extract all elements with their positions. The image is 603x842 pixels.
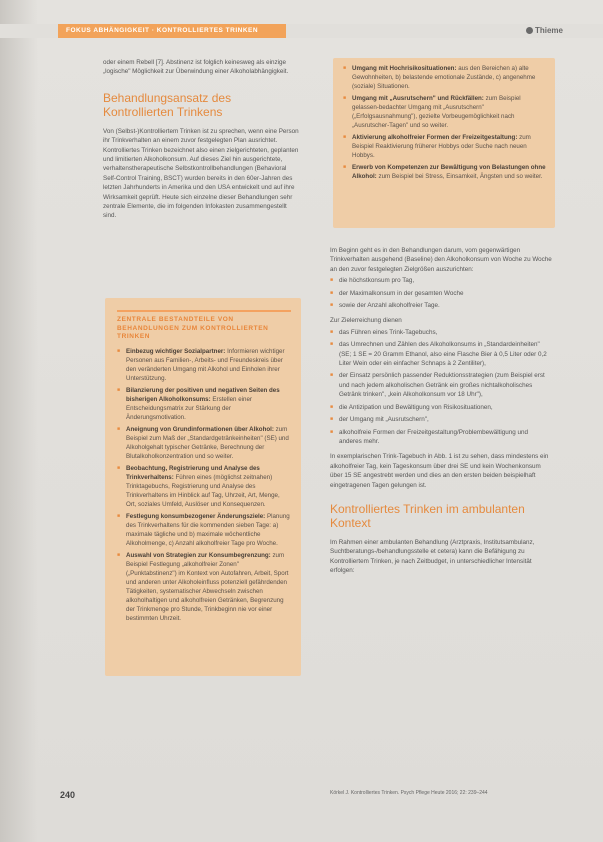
list-item: ■ die höchstkonsum pro Tag,	[330, 276, 552, 285]
list-item: ■ der Umgang mit „Ausrutschern",	[330, 415, 552, 424]
list-item: ■ alkoholfreie Formen der Freizeitgestaltung/Problembewältigung und anderes mehr.	[330, 428, 552, 447]
list-item: ■ Bilanzierung der positiven und negativen Seiten des bisherigen Alkoholkonsums: Erstellen einer Entscheidungsmatrix zur Stärkung der Änderungsmotivation.	[117, 386, 291, 422]
body-paragraph: Im Beginn geht es in den Behandlungen darum, vom gegenwärtigen Trinkverhalten ausgehend (Baseline) den Alkoholkonsum von Woche zu Woche an den zuvor festgelegten Zielgrößen auszurichten:	[330, 247, 552, 273]
list-item: ■ das Führen eines Trink-Tagebuchs,	[330, 328, 552, 337]
body-paragraph: Von (Selbst-)Kontrolliertem Trinken ist zu sprechen, wenn eine Person ihr Trinkverhalten an einem zuvor festgelegten Plan ausrichtet. Kontrolliertes Trinken bezeichnet also einen zielgerichteten, geplanten und limitierten Alkoholkonsum. Auf dieses Ziel hin ausgerichtete, verhaltenstherapeutische Selbstkontrollbehandlungen (Behavioral Self-Control Training, BSCT) wurden bereits in den 60er-Jahren des letzten Jahrhunderts in Amerika und den USA entwickelt und auf ihre Wirksamkeit geprüft. Heute sich einzelne dieser Behandlungen sehr zentrale Elemente, die im folgenden Infokasten zusammengestellt sind.	[103, 127, 299, 220]
list-item: ■ Aktivierung alkoholfreier Formen der Freizeitgestaltung: zum Beispiel Reaktivierung früherer Hobbys oder Suche nach neuen Hobbys.	[343, 133, 547, 160]
left-column	[103, 58, 299, 226]
list-item: ■ Umgang mit „Ausrutschern" und Rückfällen: zum Beispiel gelassen-bedachter Umgang mit „Ausrutschern" („Erfolgsausnahmung"), gezielte Vorbeugemöglichkeit nach „Ausrutscher-Tagen" und so weiter.	[343, 94, 547, 130]
infobox-continuation	[333, 58, 555, 228]
list-item: ■ Erwerb von Kompetenzen zur Bewältigung von Belastungen ohne Alkohol: zum Beispiel bei Stress, Einsamkeit, Ängsten und so weiter.	[343, 163, 547, 181]
list-item: ■ die Antizipation und Bewältigung von Risikosituationen,	[330, 403, 552, 412]
intro-paragraph: oder einem Rebell [7]. Abstinenz ist folglich keinesweg als einzige „logische" Möglichkeit zur Überwindung einer Alkoholabhängigkeit.	[103, 59, 289, 76]
list-item: ■ Beobachtung, Registrierung und Analyse des Trinkverhaltens: Führen eines (möglichst zeitnahen) Trinktagebuchs, Registrierung und Analyse des Trinkverhaltens im Hinblick auf Tag, Uhrzeit, Art, Menge, Ort, soziales Umfeld, Auslöser und Konsequenzen.	[117, 464, 291, 509]
publisher-name: Thieme	[534, 26, 563, 35]
thieme-logo-icon	[526, 27, 533, 34]
infobox-list	[117, 347, 291, 623]
body-paragraph: Zur Zielerreichung dienen	[330, 317, 402, 325]
list-item: ■ Einbezug wichtiger Sozialpartner: Informieren wichtiger Personen aus Familien-, Arbeits- und Freundeskreis über den veränderten Umgang mit Alkohol und Einholen ihrer Unterstützung.	[117, 347, 291, 383]
list-item: ■ Aneignung von Grundinformationen über Alkohol: zum Beispiel zum Maß der „Standardgetränkeinheiten" (SE) und Alkoholgehalt typischer Getränke, Berechnung der Blutalkoholkonzentration und so weiter.	[117, 425, 291, 461]
section-heading: Behandlungsansatz des Kontrollierten Trinkens	[103, 90, 232, 119]
strategy-list	[330, 328, 552, 446]
section-heading: Kontrolliertes Trinken im ambulanten Kontext	[330, 501, 525, 530]
list-item: ■ der Einsatz persönlich passender Reduktionsstrategien (zum Beispiel erst und nach jedem alkoholischen Getränk ein großes nichtalkoholisches Getränk trinken", „kein Alkoholkonsum vor 18 Uhr"),	[330, 371, 552, 399]
list-item: ■ das Umrechnen und Zählen des Alkoholkonsums in „Standardeinheiten" (SE; 1 SE = 20 Gramm Ethanol, also eine Flasche Bier à 0,5 Liter oder 0,2 Liter Wein oder ein einfacher Schnaps à 2 Zentiliter),	[330, 340, 552, 368]
list-item: ■ der Maximalkonsum in der gesamten Woche	[330, 289, 552, 298]
citation: Körkel J. Kontrolliertes Trinken. Psych Pflege Heute 2016; 22: 239–244	[330, 790, 488, 796]
list-item: ■ sowie der Anzahl alkoholfreier Tage.	[330, 301, 552, 310]
page-number: 240	[60, 790, 76, 800]
infobox-title: ZENTRALE BESTANDTEILE VON BEHANDLUNGEN ZUM KONTROLLIERTEN TRINKEN	[117, 310, 291, 342]
target-list	[330, 276, 552, 310]
list-item: ■ Festlegung konsumbezogener Änderungsziele: Planung des Trinkverhaltens für die kommenden sieben Tage: a) maximale tägliche und b) maximale wöchentliche Alkoholmenge, c) Anzahl alkoholfreier Tage pro Woche.	[117, 512, 291, 548]
list-item: ■ Umgang mit Hochrisikosituationen: aus den Bereichen a) alte Gewohnheiten, b) belastende emotionale Zustände, c) angenehme (soziale) Situationen.	[343, 64, 547, 91]
publisher-logo	[526, 26, 563, 35]
body-paragraph: Im Rahmen einer ambulanten Behandlung (Arztpraxis, Institutsambulanz, Suchtberatungs-/behandlungsstelle et cetera) kann die Befähigung zu Kontrolliertem Trinken, je nach Zeitbudget, in unterschiedlicher Intensität erfolgen:	[330, 538, 535, 575]
right-column	[330, 246, 552, 581]
infobox-components	[105, 298, 301, 676]
section-tag: FOKUS ABHÄNGIGKEIT · KONTROLLIERTES TRINKEN	[58, 24, 286, 38]
body-paragraph: In exemplarischen Trink-Tagebuch in Abb. 1 ist zu sehen, dass mindestens ein alkoholfreier Tag, kein Tageskonsum über drei SE und kein Wochenkonsum über 15 SE angestrebt werden und dies an den ersten beiden beispielhaft eingetragenen Tagen gelungen ist.	[330, 453, 549, 489]
list-item: ■ Auswahl von Strategien zur Konsumbegrenzung: zum Beispiel Festlegung „alkoholfreier Zonen" („Punktabstinenz") im Kontext von Autofahren, Arbeit, Sport und anderen unter Alkoholeinfluss potenziell gefährdenden Tätigkeiten, systematischer Abwechseln zwischen alkoholhaltigen und alkoholfreien Getränken, Begrenzung der Trinkmenge pro Stunde, Trinkbeginn nie vor einer bestimmten Uhrzeit.	[117, 551, 291, 623]
infobox-list	[343, 64, 547, 181]
page-gutter-shadow	[0, 0, 38, 842]
